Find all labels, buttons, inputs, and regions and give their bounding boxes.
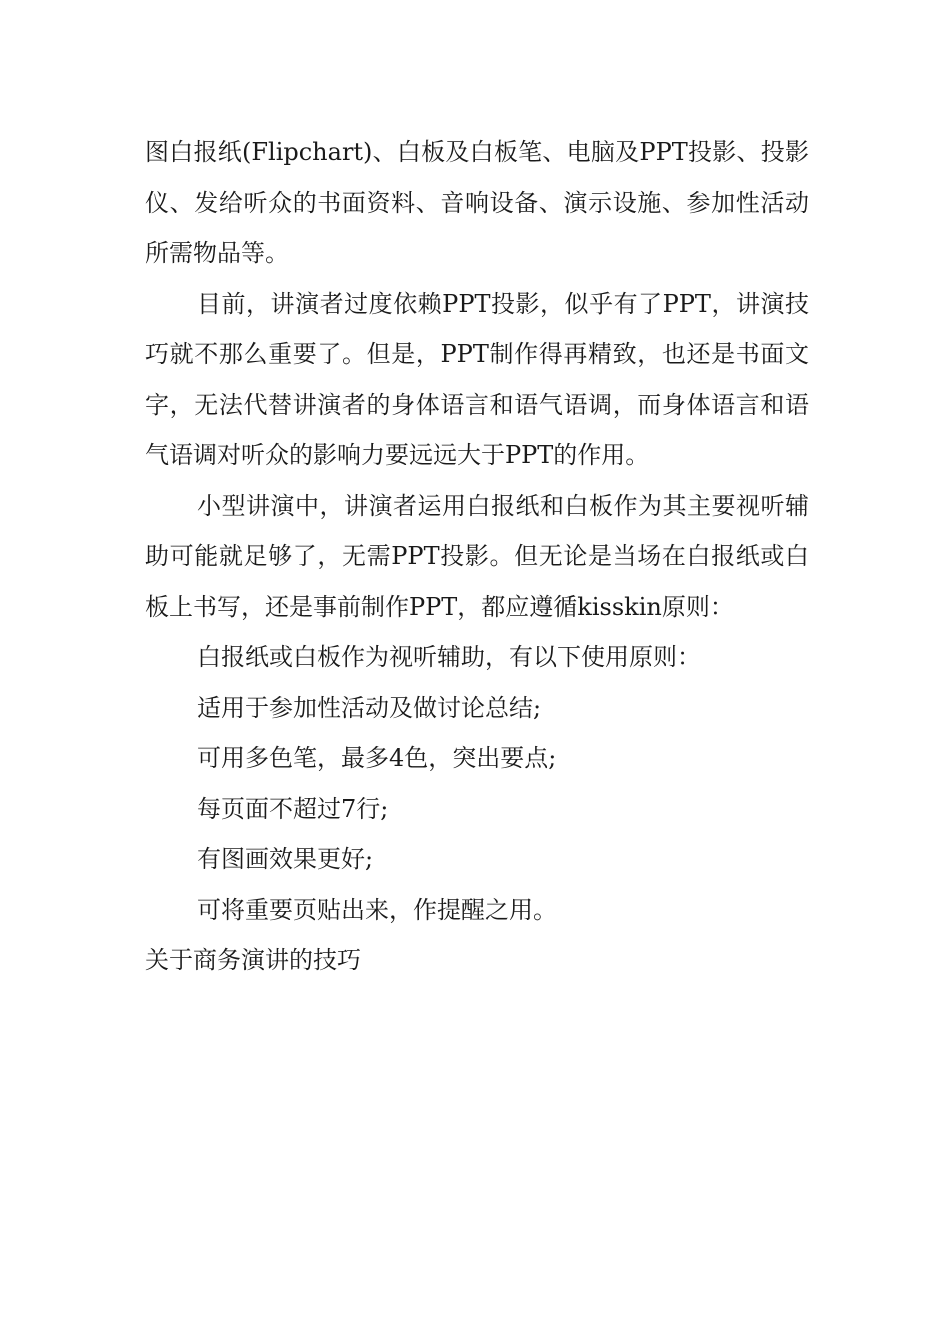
list-intro: 白报纸或白板作为视听辅助，有以下使用原则：	[197, 643, 701, 671]
paragraph-small-presentations: 小型讲演中，讲演者运用白报纸和白板作为其主要视听辅助可能就足够了，无需PPT投影。但无论是当场在白报纸或白板上书写，还是事前制作PPT，都应遵循kisskin原则：	[145, 491, 809, 621]
list-item: 可用多色笔，最多4色，突出要点;	[197, 744, 557, 772]
list-item: 适用于参加性活动及做讨论总结;	[197, 693, 542, 722]
paragraph-ppt-reliance: 目前，讲演者过度依赖PPT投影，似乎有了PPT，讲演技巧就不那么重要了。但是，PPT制作得再精致，也还是书面文字，无法代替讲演者的身体语言和语气语调，而身体语言和语气语调对听众的影响力要远远大于PPT的作用。	[145, 289, 809, 469]
closing-title: 关于商务演讲的技巧	[145, 946, 361, 974]
paragraph-continued: 图白报纸(Flipchart)、白板及白板笔、电脑及PPT投影、投影仪、发给听众的书面资料、音响设备、演示设施、参加性活动所需物品等。	[145, 138, 809, 267]
list-item: 有图画效果更好;	[197, 845, 374, 873]
list-item: 可将重要页贴出来，作提醒之用。	[197, 895, 557, 924]
document-body	[145, 127, 809, 986]
list-item: 每页面不超过7行;	[197, 794, 389, 823]
